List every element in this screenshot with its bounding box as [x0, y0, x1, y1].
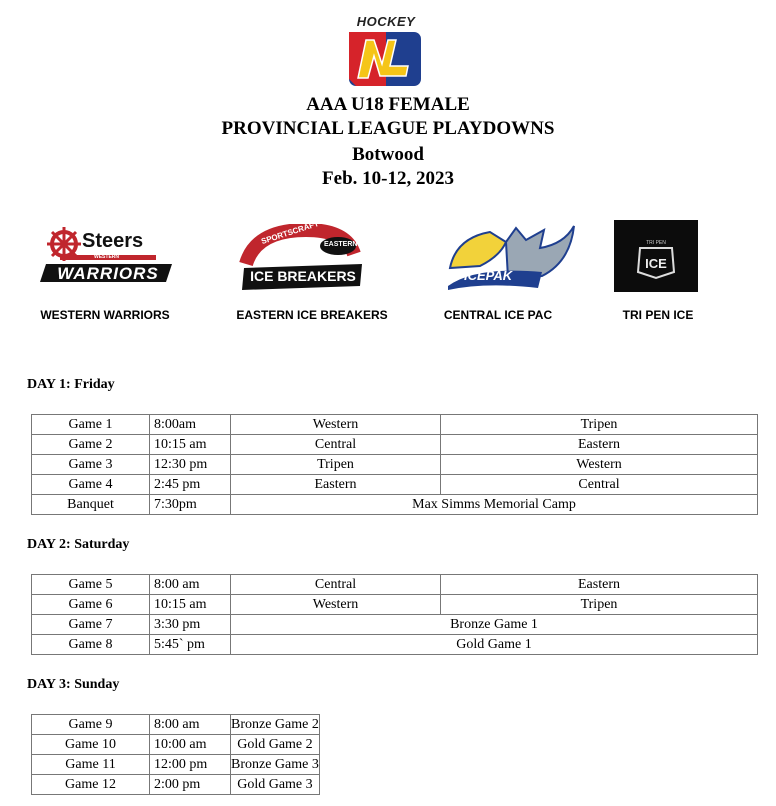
away-team-cell: Eastern	[441, 575, 758, 595]
central-ice-pac-logo	[446, 222, 578, 294]
table-row	[32, 715, 320, 735]
event-cell: Gold Game 1	[231, 635, 758, 655]
home-team-cell: Western	[231, 595, 441, 615]
logo-sportscraft-text: SPORTSCRAFT	[260, 218, 320, 247]
time-cell: 8:00 am	[150, 575, 231, 595]
table-row	[32, 635, 758, 655]
time-cell: 8:00am	[150, 415, 231, 435]
time-cell: 7:30pm	[150, 495, 231, 515]
table-row	[32, 415, 758, 435]
team-name-eastern-ice-breakers: EASTERN ICE BREAKERS	[236, 308, 388, 322]
time-cell: 10:15 am	[150, 435, 231, 455]
game-cell: Game 7	[32, 615, 150, 635]
day-2-heading: DAY 2: Saturday	[27, 537, 130, 552]
home-team-cell: Eastern	[231, 475, 441, 495]
event-cell: Gold Game 3	[231, 775, 320, 795]
nl-shield-icon	[344, 14, 428, 90]
team-name-western-warriors: WESTERN WARRIORS	[40, 308, 170, 322]
time-cell: 12:30 pm	[150, 455, 231, 475]
home-team-cell: Central	[231, 575, 441, 595]
event-cell: Gold Game 2	[231, 735, 320, 755]
game-cell: Game 8	[32, 635, 150, 655]
team-name-tri-pen-ice: TRI PEN ICE	[622, 308, 694, 322]
logo-word: HOCKEY	[356, 14, 416, 29]
logo-warriors-text: WARRIORS	[57, 264, 159, 283]
location: Botwood	[352, 144, 424, 165]
event-cell: Bronze Game 1	[231, 615, 758, 635]
home-team-cell: Tripen	[231, 455, 441, 475]
event-cell: Bronze Game 3	[231, 755, 320, 775]
table-row	[32, 435, 758, 455]
eastern-ice-breakers-logo	[236, 218, 366, 292]
home-team-cell: Western	[231, 415, 441, 435]
time-cell: 10:15 am	[150, 595, 231, 615]
game-cell: Game 6	[32, 595, 150, 615]
time-cell: 3:30 pm	[150, 615, 231, 635]
day-1-heading: DAY 1: Friday	[27, 377, 115, 392]
time-cell: 10:00 am	[150, 735, 231, 755]
day-1-schedule-table	[31, 414, 758, 515]
game-cell: Banquet	[32, 495, 150, 515]
table-row	[32, 495, 758, 515]
logo-steers-text: Steers	[82, 230, 144, 252]
game-cell: Game 4	[32, 475, 150, 495]
game-cell: Game 11	[32, 755, 150, 775]
table-row	[32, 775, 320, 795]
logo-western-text: WESTERN	[94, 254, 119, 260]
western-warriors-logo	[34, 222, 178, 292]
day-3-schedule-table	[31, 714, 320, 795]
away-team-cell: Central	[441, 475, 758, 495]
day-3-heading: DAY 3: Sunday	[27, 677, 120, 692]
table-row	[32, 615, 758, 635]
game-cell: Game 10	[32, 735, 150, 755]
away-team-cell: Tripen	[441, 415, 758, 435]
game-cell: Game 2	[32, 435, 150, 455]
time-cell: 2:00 pm	[150, 775, 231, 795]
table-row	[32, 575, 758, 595]
game-cell: Game 9	[32, 715, 150, 735]
event-cell: Bronze Game 2	[231, 715, 320, 735]
time-cell: 5:45` pm	[150, 635, 231, 655]
table-row	[32, 595, 758, 615]
away-team-cell: Western	[441, 455, 758, 475]
logo-ice-text: ICE	[645, 256, 667, 271]
away-team-cell: Tripen	[441, 595, 758, 615]
logo-eastern-text: EASTERN	[324, 241, 358, 248]
logo-tripen-text: TRI PEN	[646, 240, 666, 246]
home-team-cell: Central	[231, 435, 441, 455]
time-cell: 12:00 pm	[150, 755, 231, 775]
dates: Feb. 10-12, 2023	[322, 168, 454, 189]
game-cell: Game 3	[32, 455, 150, 475]
hockey-nl-logo	[344, 14, 428, 90]
day-2-schedule-table	[31, 574, 758, 655]
logo-icebreakers-text: ICE BREAKERS	[250, 268, 356, 284]
away-team-cell: Eastern	[441, 435, 758, 455]
table-row	[32, 475, 758, 495]
time-cell: 2:45 pm	[150, 475, 231, 495]
game-cell: Game 12	[32, 775, 150, 795]
logo-icepak-text: ICEPAK	[464, 268, 513, 283]
time-cell: 8:00 am	[150, 715, 231, 735]
table-row	[32, 755, 320, 775]
table-row	[32, 735, 320, 755]
game-cell: Game 1	[32, 415, 150, 435]
title-line-1: AAA U18 FEMALE	[306, 94, 470, 115]
team-name-central-ice-pac: CENTRAL ICE PAC	[443, 308, 553, 322]
title-line-2: PROVINCIAL LEAGUE PLAYDOWNS	[221, 118, 555, 139]
table-row	[32, 455, 758, 475]
tri-pen-ice-logo	[614, 220, 698, 292]
wolf-icon	[446, 222, 578, 294]
game-cell: Game 5	[32, 575, 150, 595]
event-cell: Max Simms Memorial Camp	[231, 495, 758, 515]
